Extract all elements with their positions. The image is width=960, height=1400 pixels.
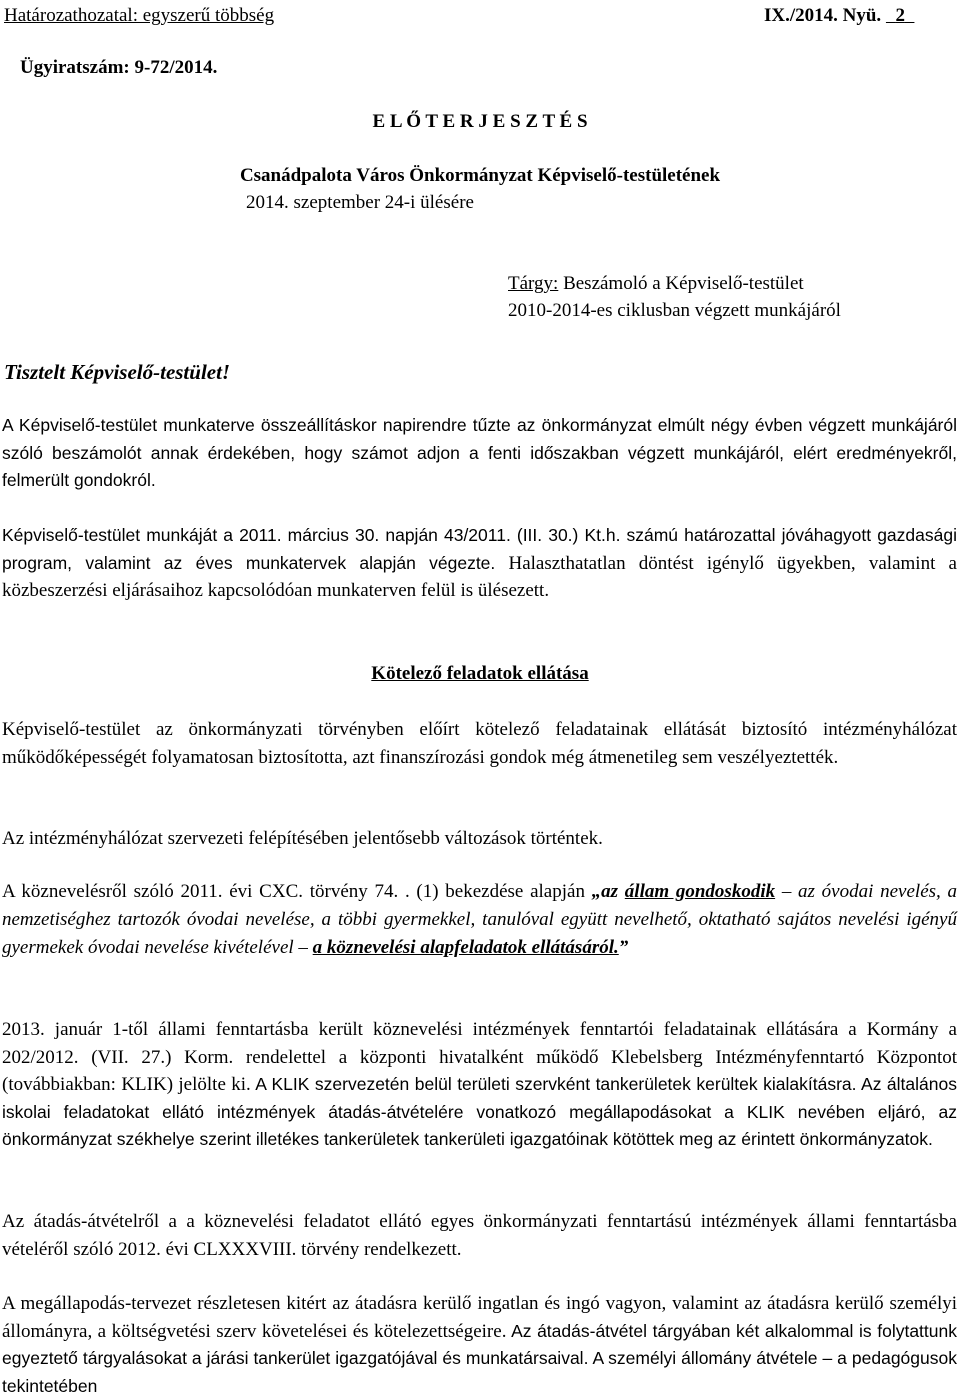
- subject: [508, 270, 804, 298]
- session-date: 2014. szeptember 24-i ülésére: [246, 192, 474, 213]
- agreement-scope: A megállapodás-tervezet részletesen kitért az átadásra kerülő ingatlan és ingó vagyon, valamint az átadásra kerülő személyi állományra, a költségvetési szerv követelései és kötelezettségeire.: [2, 1293, 957, 1342]
- paragraph-intro-text: A Képviselő-testület munkaterve összeállításkor napirendre tűzte az önkormányzat elmúlt négy évben végzett munkájáról szóló beszámolót annak érdekében, hogy számot adjon a fenti időszakban végzett munkájáról, elért eredményekről, felmerült gondokról.: [2, 415, 957, 490]
- education-law-exception: – az óvodai nevelés, a nemzetiséghez tartozók óvodai nevelése, a többi gyermekkel, tanulóval együtt nevelhető, oktatható sajátos nevelési igényű gyermekek óvodai nevelése kivételével –: [2, 881, 957, 958]
- agreement-negotiations: Az átadás-átvétel tárgyában két alkalommal is folytattunk egyeztető tárgyalásokat a járási tankerület igazgatójával és munkatársaival. A személyi állomány átvétele – a pedagógusok tekintetében: [2, 1320, 957, 1396]
- klik-assignment: 2013. január 1-től állami fenntartásba került köznevelési intézmények fenntartói feladatainak ellátására a Kormány a 202/2012. (VII. 27.) Korm. rendelettel a központi hivatalként működő Klebelsberg Intézményfenntartó Központot (továbbiakban: KLIK) jelölte ki.: [2, 1019, 957, 1095]
- registry-ref-num: 2: [895, 5, 905, 26]
- document-title: E L Ő T E R J E S Z T É S: [372, 111, 588, 132]
- subject-text-1: Beszámoló a Képviselő-testület: [558, 273, 804, 294]
- education-law-lead: A köznevelésről szóló 2011. évi CXC. törvény 74. . (1) bekezdése alapján: [2, 881, 592, 902]
- section-title-mandatory-tasks: Kötelező feladatok ellátása: [371, 663, 589, 684]
- paragraph-handover-law-text: Az átadás-átvételről a a köznevelési feladatot ellátó egyes önkormányzati fenntartású intézmények állami fenntartásba vételéről szóló 2012. évi CLXXXVIII. törvény rendelkezett.: [2, 1211, 957, 1260]
- education-law-quote-open: „az: [591, 881, 625, 902]
- subject-label: Tárgy:: [508, 273, 559, 294]
- education-law-state-cares: állam gondoskodik: [624, 881, 776, 902]
- paragraph-agreement-text: [2, 1290, 957, 1400]
- paragraph-program-text: [2, 522, 957, 605]
- paragraph-klik-text: [2, 1016, 957, 1154]
- paragraph-institutions: [2, 716, 957, 772]
- program-extra: Halaszthatatlan döntést igénylő ügyekben, valamint a közbeszerzési eljárásaihoz kapcsolódóan munkaterven felül is ülésezett.: [2, 552, 957, 601]
- registry-ref-text: IX./2014. Nyü.: [764, 5, 882, 26]
- paragraph-agreement: [2, 1290, 957, 1400]
- council-line: Csanádpalota Város Önkormányzat Képviselő-testületének: [239, 165, 721, 186]
- decision-type: Határozathozatal: egyszerű többség: [4, 5, 275, 26]
- subject-text-2: 2010-2014-es ciklusban végzett munkájáról: [508, 300, 841, 321]
- case-number: Ügyiratszám: 9-72/2014.: [20, 57, 218, 78]
- paragraph-changes: Az intézményhálózat szervezeti felépítésében jelentősebb változások történtek.: [2, 828, 603, 849]
- paragraph-intro: [2, 412, 957, 495]
- klik-districts: A KLIK szervezetén belül területi szervként tankerületek kerültek kialakításra. Az általános iskolai feladatokat ellátó intézmények átadás-átvételére vonatkozó megállapodásokat a KLIK nevében eljáró, az önkormányzat székhelye szerint illetékes tankerületek tankerületi igazgatóinak kötöttek meg az érintett önkormányzatok.: [2, 1074, 957, 1149]
- program-basis: Képviselő-testület munkáját a 2011. március 30. napján 43/2011. (III. 30.) Kt.h. számú határozattal jóváhagyott gazdasági program, valamint az éves munkatervek alapján végezte.: [2, 525, 957, 573]
- salutation: Tisztelt Képviselő-testület!: [4, 360, 231, 384]
- paragraph-institutions-text: Képviselő-testület az önkormányzati törvényben előírt kötelező feladatainak ellátását biztosító intézményhálózat működőképességét folyamatosan biztosította, azt finanszírozási gondok még átmenetileg sem veszélyeztették.: [2, 719, 957, 768]
- paragraph-program: [2, 522, 957, 605]
- registry-ref: [764, 2, 914, 30]
- paragraph-klik: [2, 1016, 957, 1154]
- education-law-basic-tasks: a köznevelési alapfeladatok ellátásáról.: [312, 937, 619, 958]
- paragraph-handover-law: [2, 1208, 957, 1263]
- paragraph-education-law: [2, 878, 957, 962]
- education-law-quote-close: ”: [618, 937, 629, 958]
- paragraph-education-law-text: [2, 878, 957, 962]
